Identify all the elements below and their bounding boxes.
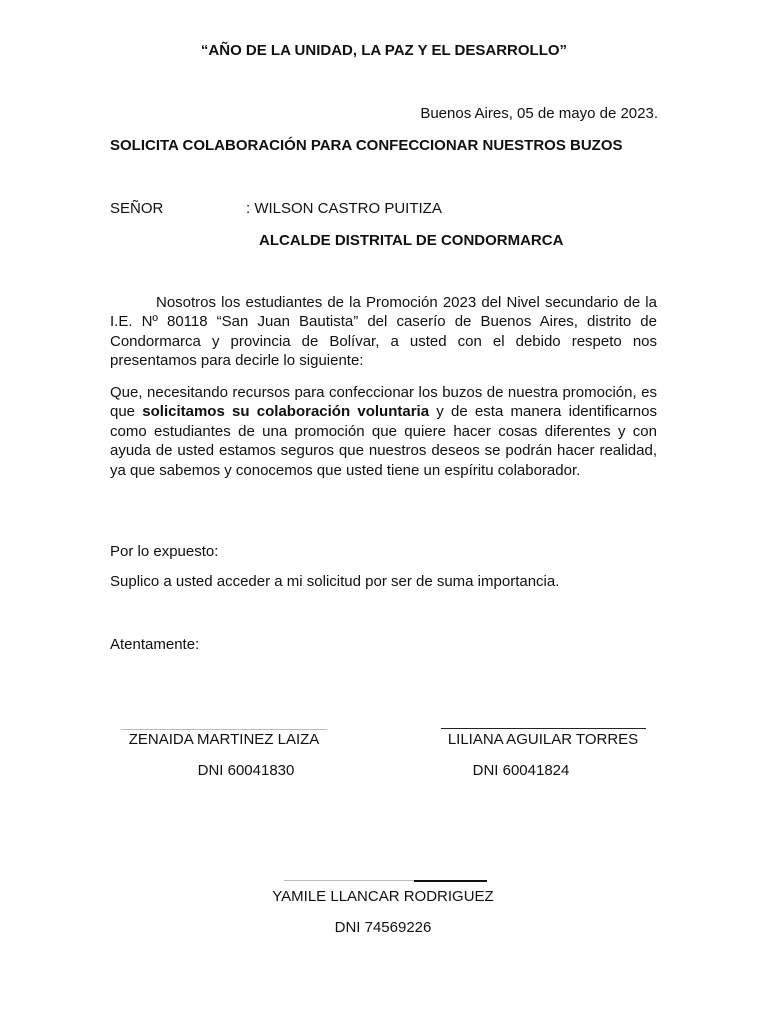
signature-line-1 [121, 729, 327, 730]
year-motto: “AÑO DE LA UNIDAD, LA PAZ Y EL DESARROLLO” [200, 42, 568, 59]
subject-line: SOLICITA COLABORACIÓN PARA CONFECCIONAR NUESTROS BUZOS [110, 137, 623, 154]
signer-1-dni: DNI 60041830 [197, 762, 295, 779]
recipient-salutation: SEÑOR [110, 200, 164, 217]
body-paragraph-1: Nosotros los estudiantes de la Promoción 2023 del Nivel secundario de la I.E. Nº 80118 “San Juan Bautista” del caserío de Buenos Aires, distrito de Condormarca y provincia de Bolívar, a usted con el debido respeto nos presentamos para decirle lo siguiente: [110, 294, 657, 370]
body-paragraph-2 [110, 383, 657, 480]
recipient-name: : WILSON CASTRO PUITIZA [246, 200, 442, 217]
signature-line-3a [284, 880, 414, 881]
body-paragraph-2-start: Que, necesitando recursos para confeccionar los buzos de nuestra promoción, es que [110, 384, 657, 421]
signer-2-dni: DNI 60041824 [472, 762, 570, 779]
body-paragraph-2-bold: solicitamos su colaboración voluntaria [142, 403, 430, 421]
por-lo-expuesto: Por lo expuesto: [110, 543, 219, 560]
recipient-title: ALCALDE DISTRITAL DE CONDORMARCA [259, 232, 564, 249]
closing-atentamente: Atentamente: [110, 636, 200, 653]
signer-3-name: YAMILE LLANCAR RODRIGUEZ [272, 888, 494, 905]
signer-1-name: ZENAIDA MARTINEZ LAIZA [128, 731, 320, 748]
body-paragraph-2-end: y de esta manera identificarnos como estudiantes de una promoción que quiere hacer cosas diferentes y con ayuda de usted estamos seguros que nuestros deseos se podrán hacer realidad, ya que sabemos y conocemos que usted tiene un espíritu colaborador. [110, 403, 657, 479]
signer-2-name: LILIANA AGUILAR TORRES [447, 731, 639, 748]
signature-line-2 [441, 728, 646, 729]
suplico-line: Suplico a usted acceder a mi solicitud por ser de suma importancia. [110, 573, 560, 590]
place-date: Buenos Aires, 05 de mayo de 2023. [420, 105, 658, 122]
signature-line-3b [414, 880, 487, 882]
signer-3-dni: DNI 74569226 [334, 919, 432, 936]
